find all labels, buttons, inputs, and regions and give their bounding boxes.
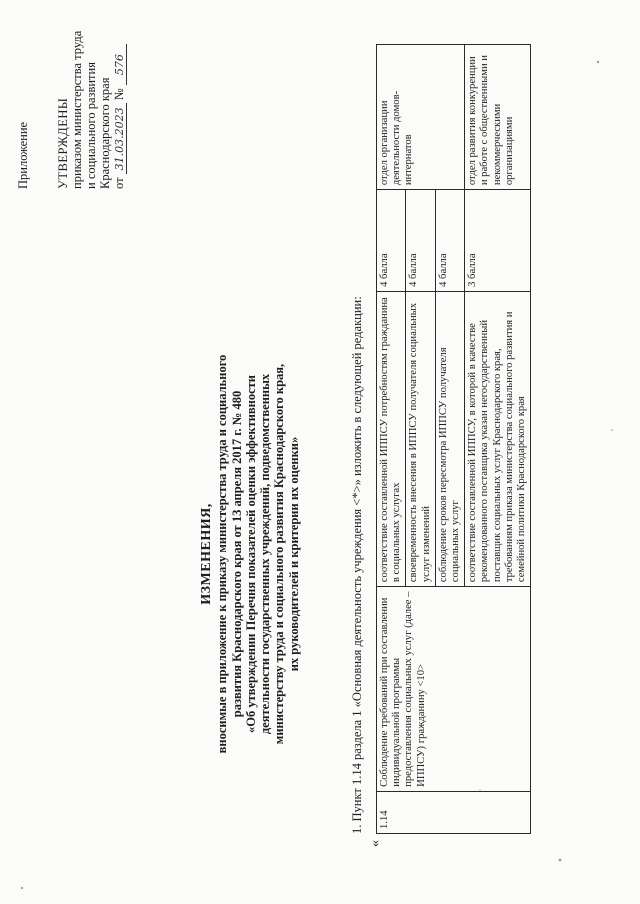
title-line: «Об утверждении Перечня показателей оценки эффективности bbox=[243, 374, 258, 734]
criterion-cell: соответствие составленной ИППСУ, в которой в качестве рекомендованного поставщика указан негосударственный поставщик социальных услуг Краснодарского края, требованиям приказа министерства социального развития и семейной политики Краснодарского края bbox=[465, 291, 531, 586]
approval-line: и социального развития bbox=[84, 62, 98, 189]
responsible-cell: отдел организации деятельности домов-интернатов bbox=[377, 45, 465, 190]
appendix-label: Приложение bbox=[16, 121, 30, 189]
points-cell: 4 балла bbox=[406, 190, 435, 292]
table-row bbox=[377, 45, 406, 834]
title-line: их руководителей и критерии их оценки» bbox=[286, 436, 301, 672]
indicator-cell: Соблюдение требований при составлении индивидуальной программы предоставления социальных услуг (далее – ИППСУ) гражданину <10> bbox=[377, 587, 531, 792]
approval-block bbox=[16, 0, 127, 189]
open-quote: « bbox=[368, 840, 383, 847]
points-cell: 4 балла bbox=[435, 190, 464, 292]
changes-table bbox=[376, 44, 531, 834]
handwritten-number: 576 bbox=[113, 44, 127, 85]
date-prefix: от bbox=[112, 177, 126, 189]
handwritten-date: 31.03.2023 bbox=[113, 103, 127, 174]
criterion-cell: соблюдение сроков пересмотра ИППСУ получателя социальных услуг bbox=[435, 291, 464, 586]
instruction-paragraph: 1. Пункт 1.14 раздела 1 «Основная деятельность учреждения <*>» изложить в следующей редакции: bbox=[350, 296, 364, 834]
points-cell: 3 балла bbox=[465, 190, 531, 292]
responsible-cell: отдел развития конкуренции и работе с общественными и некоммерческими организациями bbox=[465, 45, 531, 190]
approval-line: приказом министерства труда bbox=[70, 30, 84, 189]
title-heading: ИЗМЕНЕНИЯ, bbox=[199, 503, 214, 605]
title-line: развития Краснодарского края от 13 апреля 2017 г. № 480 bbox=[229, 390, 244, 718]
criterion-cell: своевременность внесения в ИППСУ получателя социальных услуг изменений bbox=[406, 291, 435, 586]
title-line: министерству труда и социального развития Краснодарского края, bbox=[272, 363, 287, 745]
title-line: деятельности государственных учреждений, подведомственных bbox=[258, 373, 273, 735]
points-cell: 4 балла bbox=[377, 190, 406, 292]
item-number-cell: 1.14 bbox=[377, 791, 531, 833]
title-line: вносимые в приложение к приказу министерства труда и социального bbox=[215, 354, 230, 754]
number-prefix: № bbox=[112, 88, 126, 101]
date-number-line bbox=[112, 0, 127, 189]
approved-heading: УТВЕРЖДЕНЫ bbox=[56, 97, 70, 189]
approval-line: Краснодарского края bbox=[98, 77, 112, 189]
document-title bbox=[200, 294, 301, 814]
criterion-cell: соответствие составленной ИППСУ потребностям гражданина в социальных услугах bbox=[377, 291, 406, 586]
